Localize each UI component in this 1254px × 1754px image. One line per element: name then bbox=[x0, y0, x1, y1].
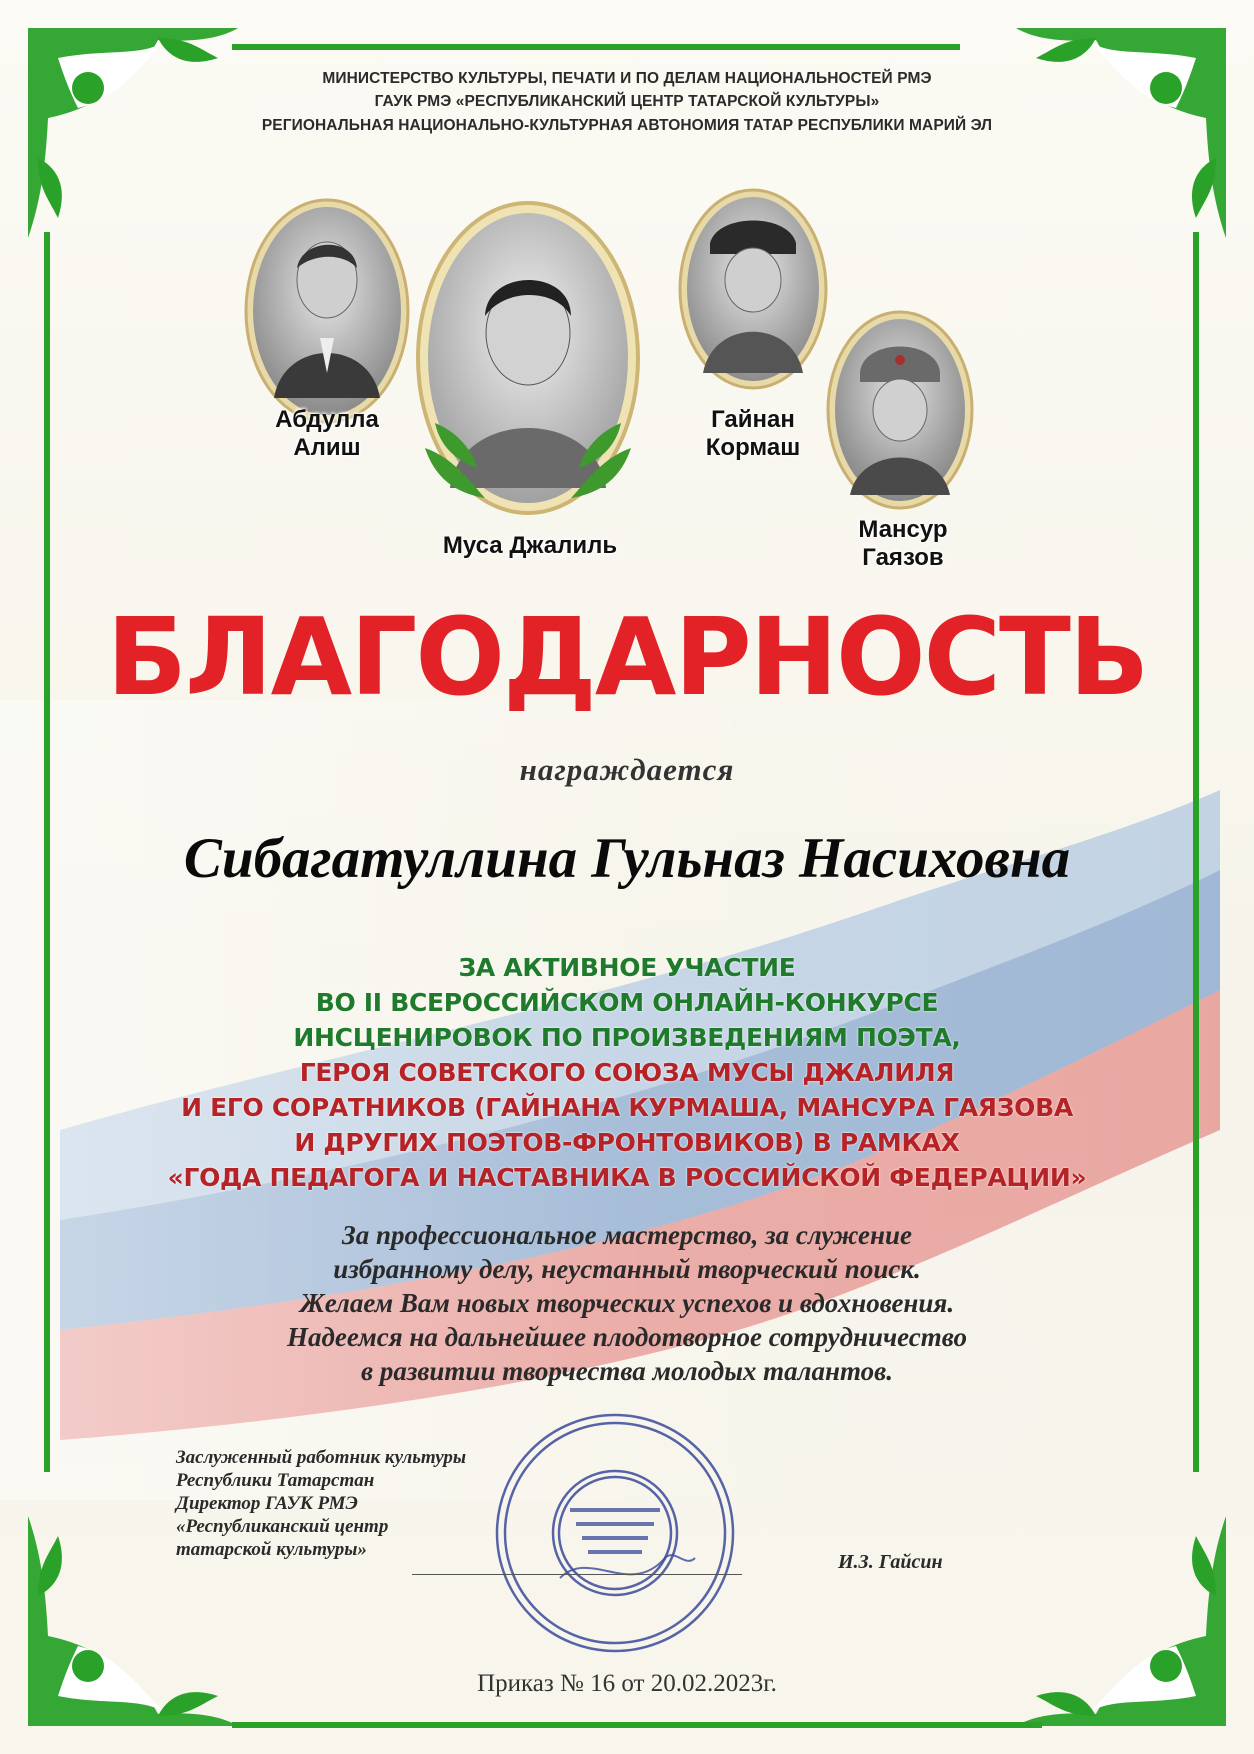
signatory-name: И.З. Гайсин bbox=[838, 1551, 943, 1573]
official-stamp bbox=[490, 1408, 740, 1658]
portrait-label-mansur-gayazov bbox=[838, 516, 968, 572]
portrait-label-line: Гайнан bbox=[711, 406, 795, 433]
portrait-label-gainan-kormash bbox=[688, 406, 818, 462]
wish-line: Желаем Вам новых творческих успехов и вдохновения. bbox=[299, 1288, 955, 1318]
portrait-musa-jalil bbox=[415, 198, 641, 528]
signature-line: Заслуженный работник культуры bbox=[176, 1447, 467, 1468]
ornament-corner-bottom-right bbox=[1006, 1506, 1236, 1736]
signature-block bbox=[176, 1446, 466, 1561]
portrait-label-line: Абдулла bbox=[275, 406, 379, 433]
portrait-mansur-gayazov bbox=[826, 310, 974, 510]
wish-line: Надеемся на дальнейшее плодотворное сотрудничество bbox=[287, 1322, 967, 1352]
wish-line: избранному делу, неустанный творческий поиск. bbox=[333, 1254, 921, 1284]
wish-line: в развитии творчества молодых талантов. bbox=[361, 1356, 893, 1386]
signature-line: татарской культуры» bbox=[176, 1539, 367, 1560]
portrait-label-abdulla-alish bbox=[262, 406, 392, 462]
portrait-label-line: Кормаш bbox=[705, 434, 801, 461]
wish-line: За профессиональное мастерство, за служение bbox=[341, 1220, 913, 1250]
reason-line: ГЕРОЯ СОВЕТСКОГО СОЮЗА МУСЫ ДЖАЛИЛЯ bbox=[299, 1058, 955, 1087]
header-line-3: РЕГИОНАЛЬНАЯ НАЦИОНАЛЬНО-КУЛЬТУРНАЯ АВТОНОМИЯ ТАТАР РЕСПУБЛИКИ МАРИЙ ЭЛ bbox=[261, 117, 993, 134]
portrait-abdulla-alish bbox=[244, 198, 410, 424]
reason-line: ЗА АКТИВНОЕ УЧАСТИЕ bbox=[458, 953, 796, 982]
reason-line: И ЕГО СОРАТНИКОВ (ГАЙНАНА КУРМАША, МАНСУРА ГАЯЗОВА bbox=[181, 1093, 1073, 1122]
portrait-label-musa-jalil: Муса Джалиль bbox=[442, 532, 618, 559]
signature-line: «Республиканский центр bbox=[176, 1516, 389, 1537]
signature-line: Республики Татарстан bbox=[176, 1470, 375, 1491]
portrait-gainan-kormash bbox=[678, 188, 828, 390]
portrait-label-line: Гаязов bbox=[862, 544, 944, 571]
signature-line: Директор ГАУК РМЭ bbox=[176, 1493, 358, 1514]
frame-top bbox=[232, 44, 960, 50]
reason-line: «ГОДА ПЕДАГОГА И НАСТАВНИКА В РОССИЙСКОЙ ФЕДЕРАЦИИ» bbox=[167, 1163, 1087, 1192]
certificate-title: БЛАГОДАРНОСТЬ bbox=[106, 596, 1148, 720]
reason-line: И ДРУГИХ ПОЭТОВ-ФРОНТОВИКОВ) В РАМКАХ bbox=[294, 1128, 960, 1157]
portrait-label-line: Алиш bbox=[293, 434, 361, 461]
frame-bottom bbox=[232, 1722, 1042, 1728]
reason-line: ИНСЦЕНИРОВОК ПО ПРОИЗВЕДЕНИЯМ ПОЭТА, bbox=[293, 1023, 961, 1052]
portrait-label-line: Мансур bbox=[858, 516, 948, 543]
awarded-label: награждается bbox=[519, 752, 735, 787]
wish-paragraph bbox=[0, 1218, 1254, 1388]
header-line-1: МИНИСТЕРСТВО КУЛЬТУРЫ, ПЕЧАТИ И ПО ДЕЛАМ НАЦИОНАЛЬНОСТЕЙ РМЭ bbox=[322, 70, 932, 87]
header-line-2: ГАУК РМЭ «РЕСПУБЛИКАНСКИЙ ЦЕНТР ТАТАРСКОЙ КУЛЬТУРЫ» bbox=[374, 93, 880, 110]
recipient-name: Сибагатуллина Гульназ Насиховна bbox=[183, 827, 1071, 890]
reason-line: ВО II ВСЕРОССИЙСКОМ ОНЛАЙН-КОНКУРСЕ bbox=[315, 988, 939, 1017]
order-reference: Приказ № 16 от 20.02.2023г. bbox=[477, 1670, 777, 1697]
signature-underline bbox=[412, 1574, 742, 1575]
